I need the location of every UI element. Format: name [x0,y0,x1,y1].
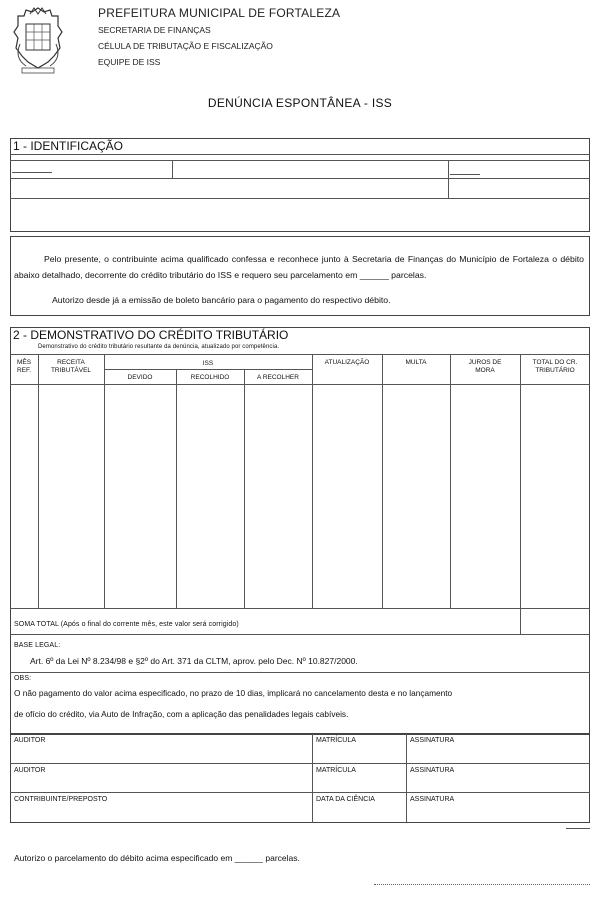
col-a-recolher: A RECOLHER [257,374,299,381]
soma-total-label: SOMA TOTAL (Após o final do corrente mês, este valor será corrigido) [14,621,239,628]
header-line-3: CÉLULA DE TRIBUTAÇÃO E FISCALIZAÇÃO [98,41,273,51]
col-juros: JUROS DE MORA [468,359,502,374]
matricula-2-label: MATRÍCULA [316,767,356,774]
section-2-heading: 2 - DEMONSTRATIVO DO CRÉDITO TRIBUTÁRIO [13,328,289,342]
base-legal-text: Art. 6º da Lei Nº 8.234/98 e §2º do Art. 371 da CLTM, aprov. pelo Dec. Nº 10.827/2000. [30,656,358,666]
section-2-subheading: Demonstrativo do crédito tributário resultante da denúncia, atualizado por competência. [38,344,280,350]
header-line-2: SECRETARIA DE FINANÇAS [98,25,211,35]
data-ciencia-label: DATA DA CIÊNCIA [316,796,375,803]
matricula-1-label: MATRÍCULA [316,737,356,744]
base-legal-label: BASE LEGAL: [14,642,61,649]
auditor-1-label: AUDITOR [14,737,46,744]
footer-signature-line [374,884,590,885]
assinatura-1-label: ASSINATURA [410,737,455,744]
col-iss: ISS [202,360,214,367]
obs-text-line-2: de ofício do crédito, via Auto de Infração, com a aplicação das penalidades legais cabíveis. [14,709,349,719]
contribuinte-label: CONTRIBUINTE/PREPOSTO [14,796,108,803]
col-mes: MÊS REF. [16,359,32,374]
col-recolhido: RECOLHIDO [190,374,230,381]
auditor-2-label: AUDITOR [14,767,46,774]
col-devido: DEVIDO [127,374,153,381]
header-line-1: PREFEITURA MUNICIPAL DE FORTALEZA [98,6,341,20]
col-atualizacao: ATUALIZAÇÃO [324,359,370,366]
declaration-paragraph: Pelo presente, o contribuinte acima qualificado confessa e reconhece junto à Secretaria de Finanças do Município de Fortaleza o débito abaixo detalhado, decorrente do crédito tributário do ISS e requero seu parcelamento em ______ parcelas. [14,254,584,280]
assinatura-2-label: ASSINATURA [410,767,455,774]
col-total: TOTAL DO CR. TRIBUTÁRIO [532,359,578,374]
declaration-authorization: Autorizo desde já a emissão de boleto bancário para o pagamento do respectivo débito. [52,295,391,305]
obs-label: OBS: [14,675,32,682]
col-receita-tributavel: RECEITA TRIBUTÁVEL [50,359,92,374]
col-multa: MULTA [405,359,427,366]
footer-authorization: Autorizo o parcelamento do débito acima especificado em ______ parcelas. [14,853,300,863]
assinatura-3-label: ASSINATURA [410,796,455,803]
page-title: DENÚNCIA ESPONTÂNEA - ISS [207,96,393,110]
obs-text-line-1: O não pagamento do valor acima especificado, no prazo de 10 dias, implicará no cancelamento desta e no lançamento [14,688,453,698]
signatures-box [10,734,590,823]
city-crest-seal [8,4,68,76]
section-1-heading: 1 - IDENTIFICAÇÃO [13,139,124,153]
header-line-4: EQUIPE DE ISS [98,57,161,67]
